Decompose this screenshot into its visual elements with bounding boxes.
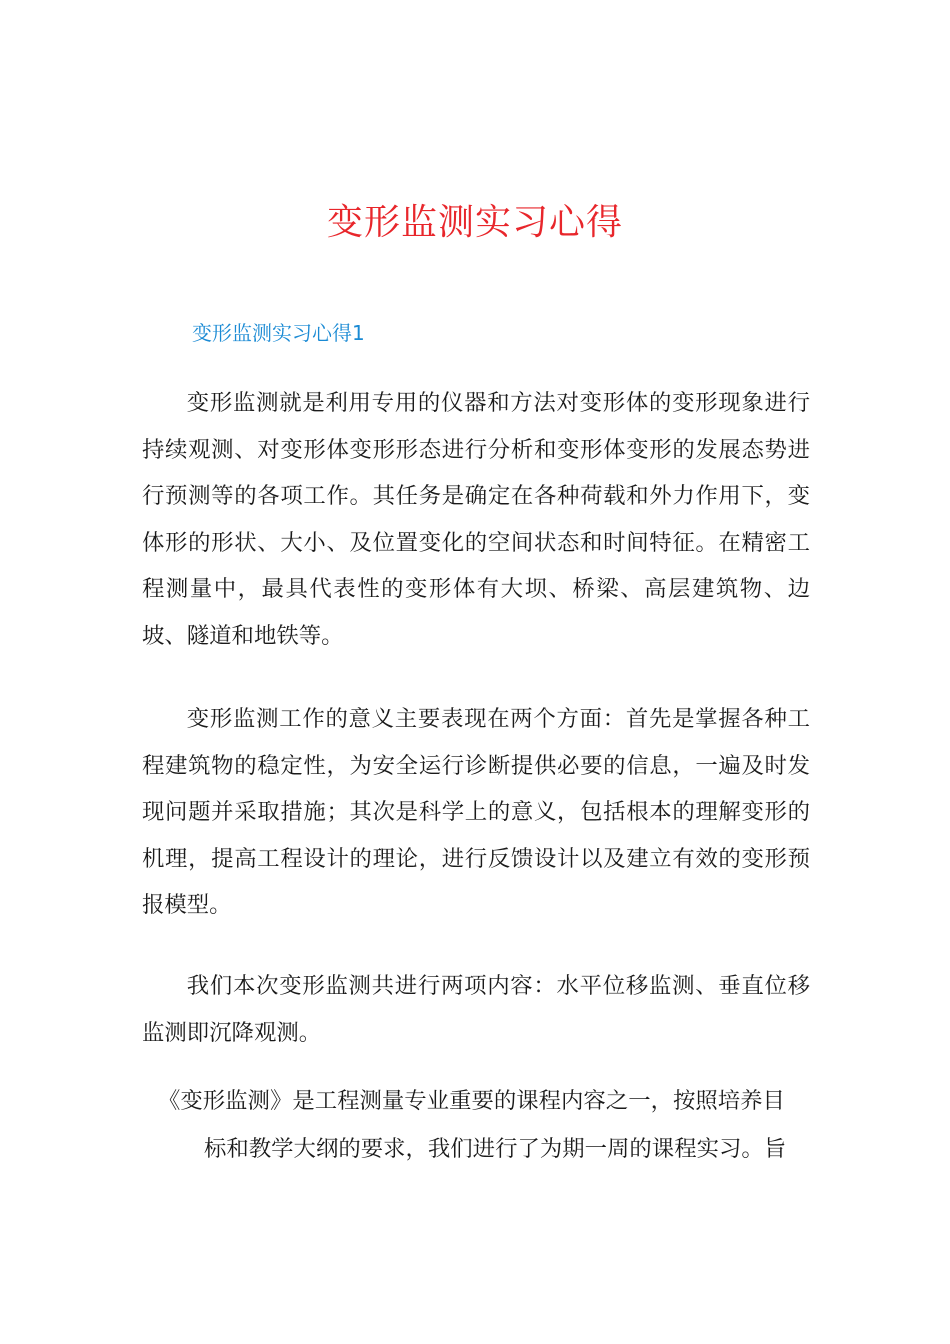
paragraph-2: 变形监测工作的意义主要表现在两个方面：首先是掌握各种工程建筑物的稳定性，为安全运行诊断提供必要的信息，一遍及时发现问题并采取措施；其次是科学上的意义，包括根本的理解变形的机理，提高工程设计的理论，进行反馈设计以及建立有效的变形预报模型。	[142, 706, 810, 919]
paragraph-1: 变形监测就是利用专用的仪器和方法对变形体的变形现象进行持续观测、对变形体变形形态进行分析和变形体变形的发展态势进行预测等的各项工作。其任务是确定在各种荷载和外力作用下，变体形的形状、大小、及位置变化的空间状态和时间特征。在精密工程测量中，最具代表性的变形体有大坝、桥梁、高层建筑物、边坡、隧道和地铁等。	[142, 390, 810, 649]
section-heading: 变形监测实习心得1	[192, 321, 365, 345]
paragraph-4: 《变形监测》是工程测量专业重要的课程内容之一，按照培养目	[158, 1088, 785, 1114]
paragraph-3: 我们本次变形监测共进行两项内容：水平位移监测、垂直位移监测即沉降观测。	[142, 973, 810, 1046]
document-title: 变形监测实习心得	[326, 202, 623, 243]
paragraph-4-continuation: 标和教学大纲的要求，我们进行了为期一周的课程实习。旨	[204, 1136, 787, 1162]
